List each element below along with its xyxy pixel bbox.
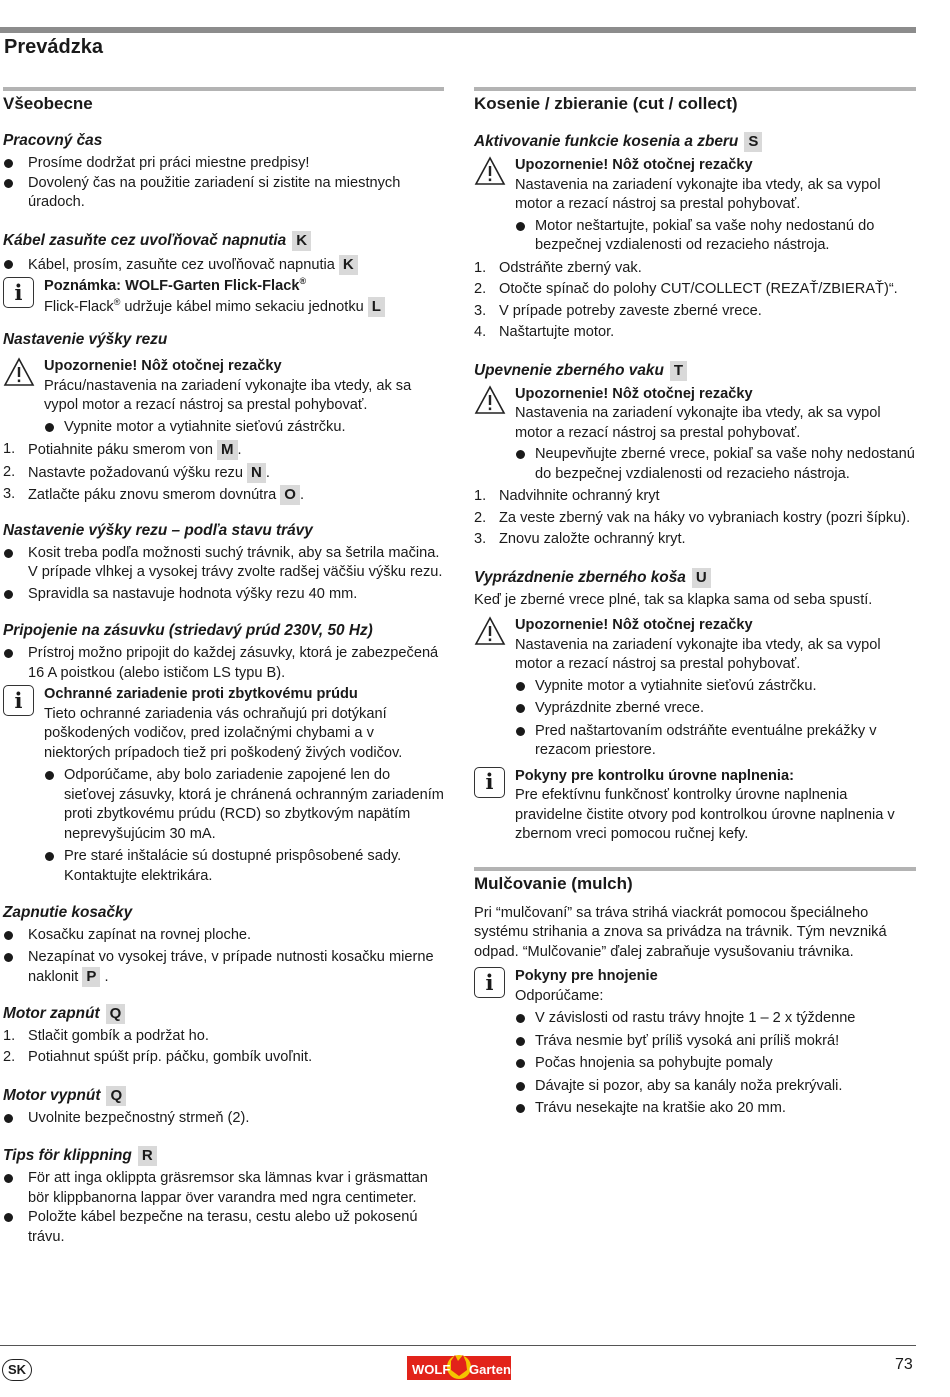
- list-item: Kosačku zapínat na rovnej ploche.: [3, 926, 444, 946]
- list-item: Dávajte si pozor, aby sa kanály noža prekrývali.: [515, 1077, 916, 1097]
- svg-text:Garten: Garten: [469, 1362, 511, 1377]
- info-icon: i: [3, 277, 34, 308]
- right-column: [474, 87, 916, 1119]
- list-item: Odporúčame, aby bolo zariadenie zapojené len do sieťovej zásuvky, ktorá je chránená ochranným zariadením proti zbytkovému prúdu (RCD) so zbytkovým napätím neprevyšujúcim 30 mA.: [44, 766, 444, 844]
- figure-key: U: [692, 568, 711, 588]
- section-heading: Kosenie / zbieranie (cut / collect): [474, 94, 738, 113]
- list-item: Kábel, prosím, zasuňte cez uvoľňovač napnutia K: [3, 255, 444, 276]
- wolf-garten-logo: [407, 1352, 511, 1382]
- list-item: Prosíme dodržat pri práci miestne predpisy!: [3, 154, 444, 174]
- subsection-title: Vyprázdnenie zberného koša U: [474, 568, 916, 588]
- subsection-title: Upevnenie zberného vaku T: [474, 361, 916, 381]
- warning-note: Upozornenie! Nôž otočnej rezačky Prácu/nastavenia na zariadení vykonajte iba vtedy, ak sa vypol motor a rezací nástroj sa prestal pohybovať.: [3, 357, 444, 416]
- list-item: Nezapínat vo vysokej tráve, v prípade nutnosti kosačku mierne naklonit P .: [3, 948, 444, 988]
- figure-key: R: [138, 1146, 157, 1166]
- list-item: Dovolený čas na použitie zariadení si zistite na miestnych úradoch.: [3, 174, 444, 213]
- figure-key: P: [82, 967, 100, 987]
- step-item: 2. Potiahnut spúšt príp. páčku, gombík uvoľnit.: [3, 1049, 313, 1065]
- list-item: Vypnite motor a vytiahnite sieťovú zástrčku.: [44, 418, 444, 438]
- info-icon: i: [474, 767, 505, 798]
- step-item: 3. Znovu založte ochranný kryt.: [474, 531, 686, 547]
- figure-key: O: [280, 485, 300, 505]
- list-item: Uvolnite bezpečnostný strmeň (2).: [3, 1109, 444, 1129]
- subsection-title: Aktivovanie funkcie kosenia a zberu S: [474, 132, 916, 152]
- paragraph: Pri “mulčovaní” sa tráva strihá viackrát pomocou špeciálneho systému strihania a znova sa privádza na trávnik. Tým nevzniká odpad. “Mulčovanie” ďalej zabraňuje vysušovaniu trávnika.: [474, 904, 887, 960]
- paragraph: Keď je zberné vrece plné, tak sa klapka sama od seba spustí.: [474, 591, 873, 608]
- figure-key: T: [670, 361, 687, 381]
- list-item: Vypnite motor a vytiahnite sieťovú zástrčku.: [515, 677, 916, 697]
- list-item: Prístroj možno pripojit do každej zásuvky, ktorá je zabezpečená 16 A poistkou (alebo ističom LS typu B).: [3, 644, 444, 683]
- figure-key: K: [339, 255, 358, 275]
- list-item: Kosit treba podľa možnosti suchý trávnik, aby sa šetrila mačina. V prípade vlhkej a vysokej trávy zvolte radšej väčšiu výšku rezu.: [3, 544, 444, 583]
- footer-rule: [0, 1345, 916, 1346]
- warning-note: Upozornenie! Nôž otočnej rezačky Nastavenia na zariadení vykonajte iba vtedy, ak sa vypol motor a rezací nástroj sa prestal pohybovať.: [474, 616, 916, 675]
- subsection-title: Zapnutie kosačky: [3, 904, 133, 921]
- list-item: V závislosti od rastu trávy hnojte 1 – 2 x týždenne: [515, 1009, 916, 1029]
- step-item: 1. Stlačit gombík a podržat ho.: [3, 1027, 209, 1044]
- language-badge: SK: [2, 1359, 32, 1381]
- figure-key: M: [217, 440, 238, 460]
- subsection-title: Tips för klippning R: [3, 1146, 444, 1166]
- subsection-title: Motor zapnút Q: [3, 1004, 444, 1024]
- step-item: 2. Nastavte požadovanú výšku rezu N .: [3, 463, 270, 481]
- subsection-title: Pripojenie na zásuvku (striedavý prúd 230V, 50 Hz): [3, 622, 373, 639]
- warning-icon: [3, 357, 35, 387]
- step-item: 1. Odstráňte zberný vak.: [474, 259, 642, 276]
- section-rule: [3, 87, 444, 91]
- step-item: 3. Zatlačte páku znovu smerom dovnútra O .: [3, 486, 305, 503]
- section-rule: [474, 867, 916, 871]
- info-note: i Ochranné zariadenie proti zbytkovému prúdu Tieto ochranné zariadenia vás ochraňujú pri dotýkaní poškodených vodičov, pred izolačnými chybami a v niektorých prípadoch tiež pri poškodený živých vodičov.: [3, 685, 444, 763]
- step-item: 2. Za veste zberný vak na háky vo vybraniach kostry (pozri šípku).: [474, 509, 911, 526]
- figure-key: K: [292, 231, 311, 251]
- figure-key: S: [744, 132, 762, 152]
- list-item: Trávu nesekajte na kratšie ako 20 mm.: [515, 1099, 916, 1119]
- figure-key: L: [368, 297, 385, 317]
- step-item: 1. Nadvihnite ochranný kryt: [474, 488, 660, 504]
- figure-key: Q: [106, 1086, 126, 1106]
- svg-text:WOLF: WOLF: [412, 1362, 451, 1377]
- section-heading: Mulčovanie (mulch): [474, 873, 633, 893]
- list-item: Pred naštartovaním odstráňte eventuálne prekážky v rezacom priestore.: [515, 722, 916, 761]
- list-item: Spravidla sa nastavuje hodnota výšky rezu 40 mm.: [3, 585, 444, 605]
- subsection-title: Nastavenie výšky rezu: [3, 331, 168, 348]
- top-rule: [0, 27, 916, 33]
- warning-note: Upozornenie! Nôž otočnej rezačky Nastavenia na zariadení vykonajte iba vtedy, ak sa vypol motor a rezací nástroj sa prestal pohybovať.: [474, 385, 916, 444]
- list-item: Tráva nesmie byť príliš vysoká ani príliš mokrá!: [515, 1032, 916, 1052]
- subsection-title: Motor vypnút Q: [3, 1086, 444, 1106]
- list-item: Pre staré inštalácie sú dostupné prispôsobené sady. Kontaktujte elektrikára.: [44, 847, 444, 886]
- info-note: i Poznámka: WOLF-Garten Flick-Flack® Flick-Flack® udržuje kábel mimo sekaciu jednotku L: [3, 277, 444, 317]
- step-item: 2. Otočte spínač do polohy CUT/COLLECT (REZAŤ/ZBIERAŤ)“.: [474, 281, 898, 297]
- step-item: 4. Naštartujte motor.: [474, 324, 615, 340]
- list-item: Počas hnojenia sa pohybujte pomaly: [515, 1054, 916, 1074]
- list-item: Motor neštartujte, pokiaľ sa vaše nohy nedostanú do bezpečnej vzdialenosti od rezacieho nástroja.: [515, 217, 916, 256]
- subsection-title: Kábel zasuňte cez uvoľňovač napnutia K: [3, 231, 444, 251]
- page-number: 73: [895, 1356, 913, 1373]
- info-note: i Pokyny pre hnojenie Odporúčame:: [474, 967, 916, 1006]
- warning-icon: [474, 385, 506, 415]
- info-note: i Pokyny pre kontrolku úrovne naplnenia: Pre efektívnu funkčnosť kontrolky úrovne naplnenia pravidelne čistite otvory pod kontrolkou úrovne naplnenia v zbernom vreci pomocou ručnej kefy.: [474, 767, 916, 845]
- subsection-title: Nastavenie výšky rezu – podľa stavu trávy: [3, 521, 313, 539]
- warning-icon: [474, 616, 506, 646]
- warning-note: Upozornenie! Nôž otočnej rezačky Nastavenia na zariadení vykonajte iba vtedy, ak sa vypol motor a rezací nástroj sa prestal pohybovať.: [474, 156, 916, 215]
- left-column: [3, 87, 444, 1247]
- section-heading: Všeobecne: [3, 94, 93, 113]
- warning-icon: [474, 156, 506, 186]
- step-item: 1. Potiahnite páku smerom von M .: [3, 441, 242, 458]
- figure-key: N: [247, 463, 266, 483]
- subsection-title: Pracovný čas: [3, 132, 103, 149]
- list-item: Neupevňujte zberné vrece, pokiaľ sa vaše nohy nedostanú do bezpečnej vzdialenosti od rezacieho nástroja.: [515, 445, 916, 484]
- page-title: Prevádzka: [4, 36, 103, 58]
- list-item: För att inga oklippta gräsremsor ska lämnas kvar i gräsmattan bör klippbanorna lappar över varandra med ngra centimeter.: [3, 1169, 444, 1208]
- info-icon: i: [474, 967, 505, 998]
- figure-key: Q: [106, 1004, 126, 1024]
- list-item: Položte kábel bezpečne na terasu, cestu alebo už pokosenú trávu.: [3, 1208, 444, 1247]
- section-rule: [474, 87, 916, 91]
- list-item: Vyprázdnite zberné vrece.: [515, 699, 916, 719]
- step-item: 3. V prípade potreby zaveste zberné vrece.: [474, 302, 762, 319]
- info-icon: i: [3, 685, 34, 716]
